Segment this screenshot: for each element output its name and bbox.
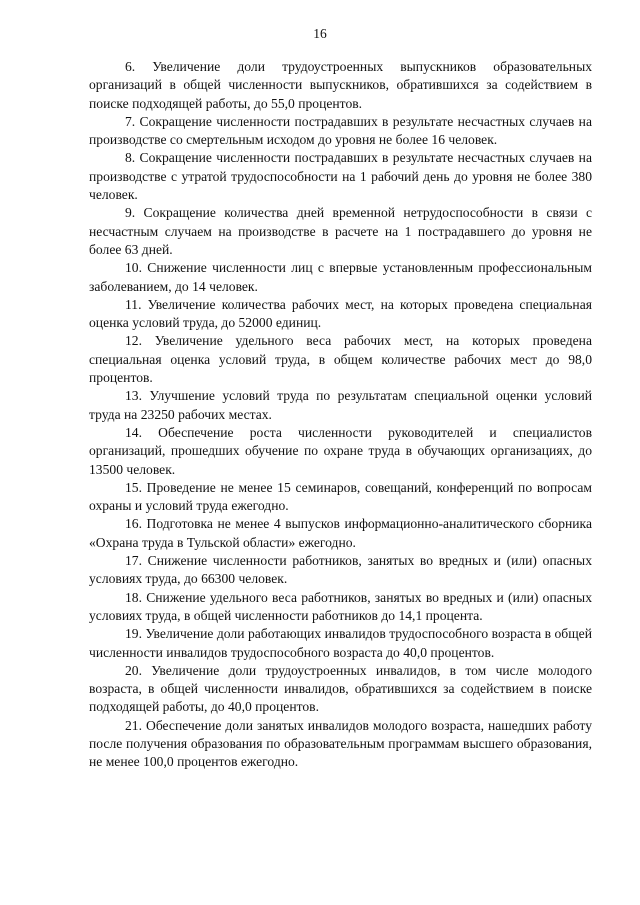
list-item: 7. Сокращение численности пострадавших в результате несчастных случаев на производстве со смертельным исходом до уровня не более 16 человек. (89, 113, 592, 148)
list-item: 6. Увеличение доли трудоустроенных выпускников образовательных организаций в общей численности выпускников, обратившихся за содействием в поиске подходящей работы, до 55,0 процентов. (89, 59, 592, 111)
document-body (89, 58, 592, 772)
list-item: 8. Сокращение численности пострадавших в результате несчастных случаев на производстве с утратой трудоспособности на 1 рабочий день до уровня не более 380 человек. (89, 150, 592, 203)
list-item: 16. Подготовка не менее 4 выпусков информационно-аналитического сборника «Охрана труда в Тульской области» ежегодно. (89, 516, 592, 550)
list-item: 14. Обеспечение роста численности руководителей и специалистов организаций, прошедших обучение по охране труда в обучающих организациях, до 13500 человек. (89, 424, 592, 477)
list-item: 18. Снижение удельного веса работников, занятых во вредных и (или) опасных условиях труда, в общей численности работников до 14,1 процента. (89, 589, 592, 623)
list-item: 15. Проведение не менее 15 семинаров, совещаний, конференций по вопросам охраны и условий труда ежегодно. (89, 479, 592, 514)
list-item: 9. Сокращение количества дней временной нетрудоспособности в связи с несчастным случаем на производстве в расчете на 1 пострадавшего до уровня не более 63 дней. (89, 205, 592, 257)
list-item: 10. Снижение численности лиц с впервые установленным профессиональным заболеванием, до 14 человек. (89, 260, 592, 294)
list-item: 19. Увеличение доли работающих инвалидов трудоспособного возраста в общей численности инвалидов трудоспособного возраста до 40,0 процентов. (89, 626, 592, 660)
list-item: 12. Увеличение удельного веса рабочих мест, на которых проведена специальная оценка условий труда, в общем количестве рабочих мест до 98,0 процентов. (89, 333, 592, 386)
list-item: 20. Увеличение доли трудоустроенных инвалидов, в том числе молодого возраста, в общей численности инвалидов, обратившихся за содействием в поиске подходящей работы, до 40,0 процентов. (89, 662, 592, 715)
list-item: 11. Увеличение количества рабочих мест, на которых проведена специальная оценка условий труда, до 52000 единиц. (89, 296, 592, 331)
list-item: 17. Снижение численности работников, занятых во вредных и (или) опасных условиях труда, до 66300 человек. (89, 553, 592, 587)
list-item: 13. Улучшение условий труда по результатам специальной оценки условий труда на 23250 рабочих местах. (89, 388, 592, 422)
page-number: 16 (313, 26, 327, 41)
list-item: 21. Обеспечение доли занятых инвалидов молодого возраста, нашедших работу после получения образования по образовательным программам высшего образования, не менее 100,0 процентов ежегодно. (89, 717, 592, 770)
